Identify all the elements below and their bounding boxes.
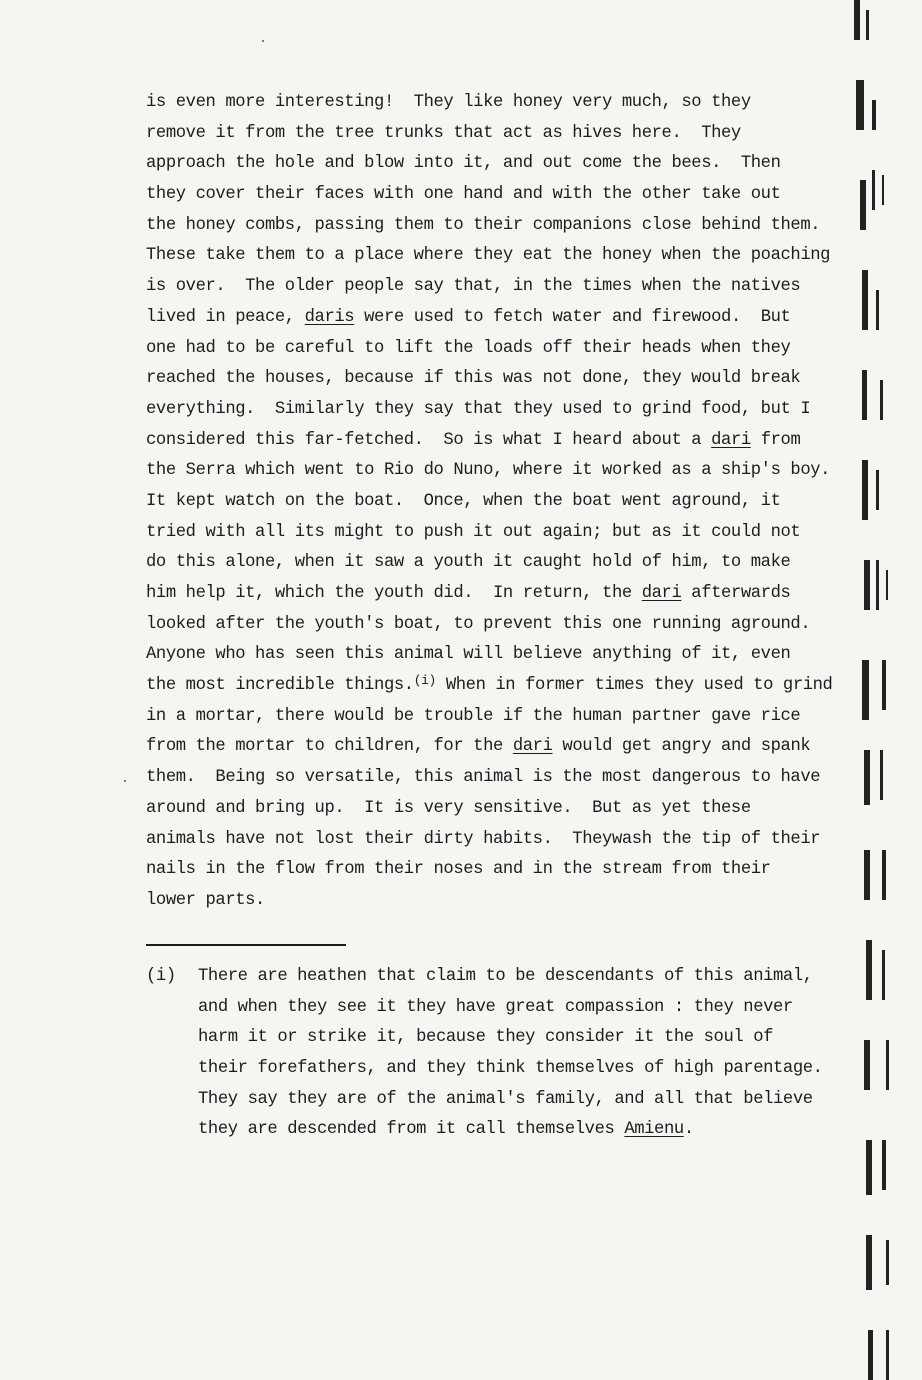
text-run: their forefathers, and they think themselves of high parentage. [198,1059,823,1079]
text-run: and when they see it they have great compassion : they never [198,997,793,1017]
text-run: tried with all its might to push it out again; but as it could not [146,522,801,542]
underlined-term: dari [711,430,751,450]
text-line [146,518,846,549]
text-run: they are descended from it call themselves [198,1120,625,1140]
main-text-block [146,88,846,917]
text-line [146,119,846,150]
text-line [146,272,846,303]
underlined-term: dari [512,737,553,757]
text-line [146,702,846,733]
text-run: everything. Similarly they say that they used to grind food, but I [146,399,811,419]
text-line [146,825,846,856]
text-line [146,426,846,457]
underlined-term: Amienu [624,1120,684,1140]
text-line [146,241,846,272]
text-run: These take them to a place where they eat the honey when the poaching [146,246,831,266]
text-line [146,334,846,365]
text-run: It kept watch on the boat. Once, when the boat went aground, it [146,491,781,511]
text-run: reached the houses, because if this was not done, they would break [146,369,801,389]
text-line [146,610,846,641]
text-line [146,732,846,763]
text-line [146,548,846,579]
text-line [146,303,846,334]
text-run: him help it, which the youth did. In return, the [146,584,642,603]
text-run: the most incredible things. [146,676,414,696]
text-run: is over. The older people say that, in the times when the natives [146,277,801,297]
text-run: one had to be careful to lift the loads off their heads when they [146,338,791,358]
text-line [146,640,846,671]
text-line [146,149,846,180]
scan-speck [124,780,126,782]
footnote-line [198,1023,823,1054]
text-line [146,364,846,395]
scan-speck [262,40,264,42]
footnote-marker: (i) [146,967,176,986]
text-line [146,855,846,886]
text-run: Anyone who has seen this animal will believe anything of it, even [146,645,791,665]
footnote-line [198,1115,823,1146]
text-line [146,180,846,211]
footnote-line [198,1054,823,1085]
footnote-line [198,993,823,1024]
text-run: lived in peace, [146,307,305,327]
text-run: . [683,1120,694,1140]
footnote-separator-rule [146,944,346,946]
text-run: When in former times they used to grind [435,676,833,696]
text-line [146,794,846,825]
text-line [146,88,846,119]
text-run: the Serra which went to Rio do Nuno, where it worked as a ship's boy. [146,461,831,481]
footnote-line [198,1085,823,1116]
text-run: from [750,430,801,450]
text-run: were used to fetch water and firewood. But [354,307,791,327]
text-run: around and bring up. It is very sensitive. But as yet these [146,798,751,818]
text-run: animals have not lost their dirty habits. Theywash the tip of their [146,829,821,849]
text-run: looked after the youth's boat, to prevent this one running aground. [146,614,811,634]
text-line [146,579,846,610]
footnote-block [146,962,846,1140]
text-run: is even more interesting! They like honey very much, so they [146,93,751,112]
text-run: harm it or strike it, because they consider it the soul of [198,1028,774,1048]
text-line [146,487,846,518]
text-line [146,211,846,242]
text-run: the honey combs, passing them to their companions close behind them. [146,215,821,235]
underlined-term: dari [641,584,682,603]
text-run: from the mortar to children, for the [146,737,513,757]
text-run: considered this far-fetched. So is what I heard about a [146,430,712,450]
text-run: nails in the flow from their noses and in the stream from their [146,860,771,880]
text-run: do this alone, when it saw a youth it caught hold of him, to make [146,553,791,573]
text-run: them. Being so versatile, this animal is the most dangerous to have [146,768,821,788]
text-line [146,456,846,487]
text-run: afterwards [681,584,791,603]
footnote-line [198,962,823,993]
text-line [146,763,846,794]
footnote-reference: (i) [413,673,436,689]
binding-edge-marks [842,0,922,1380]
text-run: remove it from the tree trunks that act as hives here. They [146,123,741,143]
text-line [146,395,846,426]
text-run: approach the hole and blow into it, and out come the bees. Then [146,154,781,174]
text-line [146,671,846,702]
underlined-term: daris [304,307,355,327]
footnote-text [198,962,823,1146]
text-run: in a mortar, there would be trouble if the human partner gave rice [146,706,801,726]
text-run: They say they are of the animal's family, and all that believe [198,1089,813,1109]
text-run: they cover their faces with one hand and with the other take out [146,185,781,205]
text-run: lower parts. [146,890,265,910]
text-run: There are heathen that claim to be descendants of this animal, [198,967,813,986]
text-run: would get angry and spank [552,737,811,757]
text-line [146,886,846,917]
